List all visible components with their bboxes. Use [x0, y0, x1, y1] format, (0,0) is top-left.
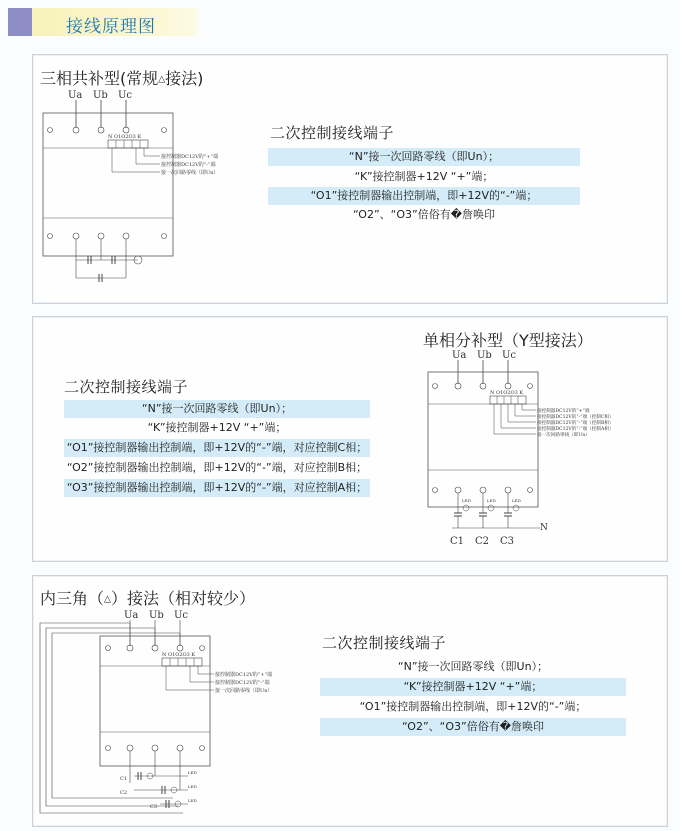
terminal-label: N O1O2O3 K	[162, 652, 196, 658]
cap-tag: LED	[462, 498, 471, 503]
phase-label-b: Ub	[477, 350, 492, 361]
section-title-2: 单相分补型（Y型接法）	[423, 331, 593, 350]
phase-label-b: Ub	[93, 90, 108, 101]
wire-note: 接控制器DC12V的“-”端（控制B相）	[537, 421, 614, 426]
section-title-suffix: 接法)	[165, 69, 204, 88]
header-accent	[8, 8, 32, 36]
phase-label-a: Ua	[124, 610, 139, 621]
term-line: “O2”、“O3”倍俗有�詹唤印	[320, 718, 626, 736]
control-terminal-block	[490, 396, 526, 404]
phase-label-b: Ub	[149, 610, 164, 621]
wire-note-minus: 接控制器DC12V的“-”端	[161, 162, 216, 168]
phase-label-c: Uc	[118, 90, 133, 101]
wire-note: 接控制器DC12V的“-”端（控制A相）	[537, 427, 614, 432]
neutral-label: N	[540, 523, 548, 533]
wire-note: 接控制器DC12V的“-”端（控制C相）	[537, 415, 614, 420]
term-line: “O1”接控制器输出控制端，即+12V的“-”端；	[359, 700, 587, 713]
term-line: “N”接一次回路零线（即Un）；	[397, 660, 549, 673]
cap-tag: LED	[188, 784, 197, 789]
section-title-text: 内三角（	[40, 589, 105, 608]
capacitor-label-c3: C3	[500, 536, 515, 547]
term-line: “K”接控制器+12V “+”端；	[320, 678, 626, 696]
delta-symbol: △	[104, 594, 111, 605]
section-title-suffix: ）接法（相对较少）	[110, 589, 255, 608]
wire-note-neutral: 接一次回路零线（即Un）	[161, 170, 219, 176]
section-title-1	[40, 66, 203, 89]
capacitor-label-c1: C1	[450, 536, 465, 547]
term-line: “N”接一次回路零线（即Un）；	[268, 148, 580, 166]
section-title-3	[40, 586, 255, 609]
wiring-diagram-2	[428, 348, 638, 553]
wire-note: 接控制器DC12V的“+”端	[537, 409, 590, 414]
term-line: “N”接一次回路零线（即Un）；	[64, 400, 370, 418]
phase-label-c: Uc	[174, 610, 189, 621]
cap-tag: LED	[487, 498, 496, 503]
term-line: “K”接控制器+12V “+”端；	[147, 421, 287, 434]
section-title-text: 三相共补型(常规	[40, 69, 159, 88]
term-line: “O3”接控制器输出控制端，即+12V的“-”端，对应控制A相；	[64, 479, 370, 497]
wiring-diagram-3	[38, 608, 273, 820]
wire-note-minus: 接控制器DC12V的“-”端	[215, 680, 270, 686]
term-line: “O2”、“O3”倍俗有�詹唤印	[353, 208, 495, 221]
terms-title-1: 二次控制接线端子	[270, 124, 395, 142]
terms-title-2: 二次控制接线端子	[64, 378, 189, 396]
terms-title-3: 二次控制接线端子	[322, 634, 447, 652]
phase-label-c: Uc	[502, 350, 517, 361]
cap-tag: LED	[512, 498, 521, 503]
wire-note-plus: 接控制器DC12V的“+”端	[215, 672, 273, 678]
capacitor-label-c2: C2	[475, 536, 490, 547]
term-line: “O1”接控制器输出控制端，即+12V的“-”端；	[268, 187, 580, 205]
wiring-diagram-1	[38, 88, 258, 298]
capacitor-label-c1: C1	[120, 776, 128, 782]
phase-label-a: Ua	[68, 90, 83, 101]
term-line: “K”接控制器+12V “+”端；	[354, 170, 494, 183]
cap-tag: LED	[188, 770, 197, 775]
term-line: “O2”接控制器输出控制端，即+12V的“-”端，对应控制B相；	[66, 461, 368, 474]
page-title: 接线原理图	[66, 17, 156, 37]
cap-tag: LED	[188, 798, 197, 803]
capacitor-label-c3: C3	[150, 804, 158, 810]
capacitor-label-c2: C2	[120, 790, 128, 796]
term-line: “O1”接控制器输出控制端，即+12V的“-”端，对应控制C相；	[64, 439, 370, 457]
control-terminal-block	[162, 658, 202, 666]
phase-label-a: Ua	[452, 350, 467, 361]
wire-note-neutral: 接一次回路零线（即Un）	[215, 688, 273, 694]
control-terminal-block	[108, 140, 148, 148]
terminal-label: N O1O2O3 K	[490, 390, 524, 396]
terminal-label: N O1O2O3 K	[108, 134, 142, 140]
wire-note-plus: 接控制器DC12V的“+”端	[161, 154, 219, 160]
delta-symbol: △	[158, 74, 166, 85]
wire-note: 接一次回路零线（即Un）	[537, 433, 590, 438]
